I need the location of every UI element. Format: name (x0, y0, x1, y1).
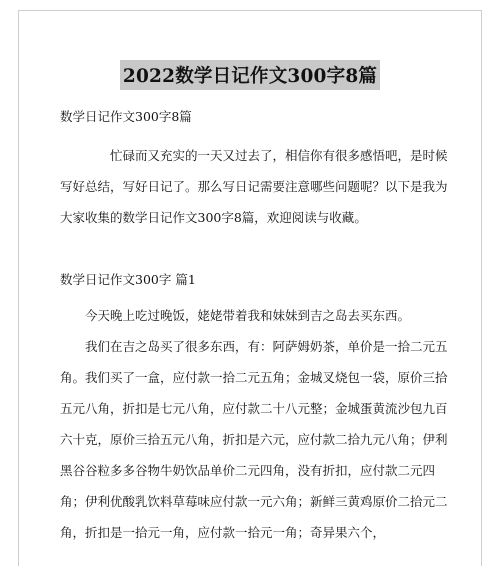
intro-paragraph: 忙碌而又充实的一天又过去了，相信你有很多感悟吧，是时候写好总结，写好日记了。那么写日记需要注意哪些问题呢？以下是我为大家收集的数学日记作文300字8篇，欢迎阅读与收藏。 (60, 148, 448, 225)
body-paragraph: 今天晚上吃过晚饭，姥姥带着我和妹妹到吉之岛去买东西。 (85, 308, 411, 323)
section-heading: 数学日记作文300字 篇1 (60, 272, 196, 287)
document-subtitle: 数学日记作文300字8篇 (60, 109, 192, 124)
document-body (60, 108, 452, 548)
body-paragraph: 我们在吉之岛买了很多东西，有：阿萨姆奶茶，单价是一拾二元五角。我们买了一盒，应付款一拾二元五角；金城叉烧包一袋，原价三拾五元八角，折扣是七元八角，应付款二十八元整；金城蛋黄流沙包九百六十克，原价三拾五元八角，折扣是六元，应付款二拾九元八角；伊利黑谷谷粒多多谷物牛奶饮品单价二元四角，没有折扣，应付款二元四角；伊利优酸乳饮料草莓味应付款一元六角；新鲜三黄鸡原价二拾元二角，折扣是一拾元一角，应付款一拾元一角；奇异果六个， (60, 339, 448, 540)
document-title: 2022数学日记作文300字8篇 (120, 60, 380, 90)
title-wrap (0, 60, 500, 90)
